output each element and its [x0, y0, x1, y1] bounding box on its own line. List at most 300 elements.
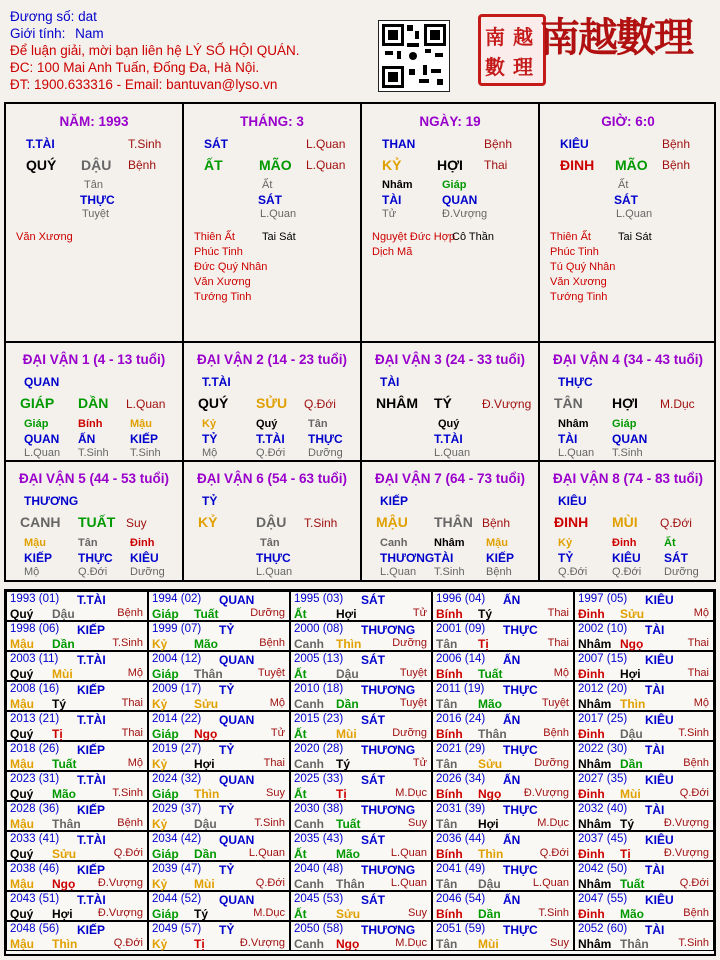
- year-label: 2008 (16): [10, 683, 60, 695]
- year-cell[interactable]: [148, 831, 290, 861]
- year-cell[interactable]: [148, 621, 290, 651]
- dai-van-branch: TUẤT: [78, 514, 116, 530]
- year-cell[interactable]: [574, 711, 714, 741]
- year-state: Q.Đới: [255, 877, 285, 889]
- year-cell[interactable]: [148, 741, 290, 771]
- year-cell[interactable]: [432, 801, 574, 831]
- gender-line: [10, 25, 299, 42]
- year-cell[interactable]: [432, 651, 574, 681]
- hidden-stem: Quý: [438, 418, 460, 430]
- year-cell[interactable]: [432, 681, 574, 711]
- year-cell[interactable]: [290, 681, 432, 711]
- dai-van-cell[interactable]: [184, 462, 360, 579]
- dai-van-title: ĐẠI VẬN 3 (24 - 33 tuổi): [374, 352, 526, 367]
- year-cell[interactable]: [290, 831, 432, 861]
- dai-van-title: ĐẠI VẬN 4 (34 - 43 tuổi): [552, 352, 704, 367]
- year-cell[interactable]: [6, 801, 148, 831]
- year-state: Q.Đới: [679, 877, 709, 889]
- year-cell[interactable]: [574, 621, 714, 651]
- year-label: 2043 (51): [10, 893, 60, 905]
- year-stem: Tân: [436, 757, 458, 771]
- pillar-cell[interactable]: [184, 104, 360, 341]
- year-state: L.Quan: [390, 847, 427, 859]
- year-stem: Tân: [436, 637, 458, 651]
- hidden-state: Tuyệt: [82, 208, 110, 220]
- year-stem: Đinh: [578, 787, 605, 801]
- year-cell[interactable]: [6, 921, 148, 951]
- year-branch: Sửu: [194, 697, 219, 711]
- year-branch: Dậu: [478, 877, 501, 891]
- year-god: ẤN: [503, 893, 521, 907]
- year-stem: Bính: [436, 907, 463, 921]
- year-god: TỶ: [219, 683, 235, 697]
- year-state: Suy: [266, 787, 285, 799]
- year-stem: Quý: [10, 847, 34, 861]
- year-label: 2051 (59): [436, 923, 486, 935]
- dai-van-god: TỶ: [202, 494, 218, 508]
- year-cell[interactable]: [432, 831, 574, 861]
- year-stem: Giáp: [152, 787, 179, 801]
- year-state: Đ.Vượng: [663, 817, 709, 829]
- year-label: 2005 (13): [294, 653, 344, 665]
- year-branch: Thân: [620, 937, 649, 951]
- year-state: Tử: [412, 757, 427, 769]
- year-cell[interactable]: [6, 711, 148, 741]
- pillar-god: T.TÀI: [26, 137, 55, 151]
- shensha-star: Văn Xương: [194, 276, 251, 288]
- year-state: Suy: [408, 907, 427, 919]
- pillar-stem: QUÝ: [26, 157, 57, 173]
- year-branch: Hợi: [52, 907, 73, 921]
- hidden-state: L.Quan: [380, 566, 417, 578]
- year-branch: Tuất: [52, 757, 77, 771]
- year-label: 2010 (18): [294, 683, 344, 695]
- dai-van-branch: THÂN: [434, 514, 473, 530]
- shensha-star: Tai Sát: [262, 231, 296, 243]
- year-god: KIẾP: [77, 923, 106, 937]
- year-stem: Kỷ: [152, 637, 168, 651]
- shensha-star: Văn Xương: [16, 231, 73, 243]
- year-stem: Mậu: [10, 877, 34, 891]
- year-stem: Giáp: [152, 607, 179, 621]
- year-state: Đ.Vượng: [239, 937, 285, 949]
- year-cell[interactable]: [574, 801, 714, 831]
- year-god: KIẾP: [77, 803, 106, 817]
- year-cell[interactable]: [574, 741, 714, 771]
- pillar-god: THAN: [382, 137, 416, 151]
- year-label: 2017 (25): [578, 713, 628, 725]
- dai-van-cell[interactable]: [362, 343, 538, 460]
- year-cell[interactable]: [574, 771, 714, 801]
- year-branch: Dần: [52, 637, 75, 651]
- year-cell[interactable]: [6, 741, 148, 771]
- year-state: Tuyệt: [257, 667, 285, 679]
- year-cell[interactable]: [6, 861, 148, 891]
- dai-van-cell[interactable]: [184, 343, 360, 460]
- pillar-cell[interactable]: [362, 104, 538, 341]
- hidden-stem: Tân: [78, 537, 98, 549]
- year-label: 2034 (42): [152, 833, 202, 845]
- hidden-stem: Canh: [380, 537, 408, 549]
- contact-invite: Để luận giải, mời bạn liên hệ LÝ SỐ HỘI QUÁN.: [10, 43, 300, 58]
- year-label: 1999 (07): [152, 623, 202, 635]
- year-branch: Sửu: [478, 757, 503, 771]
- year-branch: Tý: [620, 817, 635, 831]
- year-state: Bệnh: [543, 727, 569, 739]
- year-state: T.Sinh: [112, 637, 143, 649]
- year-label: 1997 (05): [578, 593, 628, 605]
- year-label: 2049 (57): [152, 923, 202, 935]
- year-cell[interactable]: [148, 771, 290, 801]
- year-state: L.Quan: [390, 877, 427, 889]
- year-cell[interactable]: [148, 651, 290, 681]
- year-cell[interactable]: [574, 591, 714, 621]
- year-branch: Dần: [478, 907, 501, 921]
- year-god: THƯƠNG: [361, 623, 416, 637]
- pillar-stem: ẤT: [204, 157, 223, 173]
- year-state: Thai: [547, 607, 569, 619]
- year-label: 2042 (50): [578, 863, 628, 875]
- shensha-star: Phúc Tinh: [550, 246, 599, 258]
- year-cell[interactable]: [432, 591, 574, 621]
- year-label: 2031 (39): [436, 803, 486, 815]
- shensha-star: Phúc Tinh: [194, 246, 243, 258]
- year-branch: Mùi: [52, 667, 73, 681]
- year-god: T.TÀI: [77, 713, 106, 727]
- shensha-star: Tướng Tinh: [550, 291, 608, 303]
- year-god: TÀI: [645, 803, 665, 817]
- year-state: Q.Đới: [113, 937, 143, 949]
- year-state: Đ.Vượng: [97, 907, 143, 919]
- hidden-state: Q.Đới: [256, 447, 286, 459]
- year-label: 2030 (38): [294, 803, 344, 815]
- year-label: 2027 (35): [578, 773, 628, 785]
- year-state: Bệnh: [683, 757, 709, 769]
- year-god: THƯƠNG: [361, 743, 416, 757]
- year-god: KIÊU: [645, 773, 674, 787]
- pillar-god-state: Bệnh: [662, 137, 691, 151]
- dai-van-cell[interactable]: [540, 462, 716, 579]
- year-cell[interactable]: [574, 651, 714, 681]
- year-stem: Canh: [294, 877, 324, 891]
- hidden-state: Bệnh: [486, 566, 512, 578]
- year-state: M.Dục: [253, 907, 285, 919]
- year-branch: Tý: [478, 607, 493, 621]
- year-label: 2041 (49): [436, 863, 486, 875]
- year-god: T.TÀI: [77, 593, 106, 607]
- year-cell[interactable]: [432, 921, 574, 951]
- year-cell[interactable]: [290, 651, 432, 681]
- year-stem: Canh: [294, 757, 324, 771]
- year-cell[interactable]: [290, 801, 432, 831]
- dai-van-cell[interactable]: [6, 343, 182, 460]
- pillar-state: Bệnh: [128, 158, 157, 172]
- year-branch: Dậu: [336, 667, 359, 681]
- hidden-god: TỶ: [558, 551, 574, 565]
- year-god: SÁT: [361, 593, 385, 607]
- year-label: 2011 (19): [436, 683, 485, 695]
- hidden-stem: Đinh: [130, 537, 155, 549]
- year-cell[interactable]: [6, 891, 148, 921]
- dai-van-cell[interactable]: [362, 462, 538, 579]
- gender-label: Giới tính:: [10, 26, 66, 41]
- year-state: Suy: [550, 937, 569, 949]
- year-god: KIẾP: [77, 683, 106, 697]
- year-cell[interactable]: [6, 651, 148, 681]
- year-god: SÁT: [361, 773, 385, 787]
- year-stem: Bính: [436, 607, 463, 621]
- year-god: THỰC: [503, 863, 538, 877]
- dai-van-title: ĐẠI VẬN 7 (64 - 73 tuổi): [374, 471, 526, 486]
- year-branch: Hợi: [336, 607, 357, 621]
- year-cell[interactable]: [6, 831, 148, 861]
- year-cell[interactable]: [432, 741, 574, 771]
- pillar-branch: DẬU: [81, 157, 112, 173]
- year-god: QUAN: [219, 593, 255, 607]
- year-cell[interactable]: [574, 831, 714, 861]
- year-state: Bệnh: [117, 817, 143, 829]
- hidden-state: L.Quan: [616, 208, 653, 220]
- dai-van-state: Q.Đới: [660, 516, 692, 530]
- year-state: Dưỡng: [392, 727, 427, 739]
- hidden-god: KIẾP: [24, 551, 53, 565]
- hidden-stem: Mậu: [24, 537, 46, 549]
- hidden-stem: Tân: [308, 418, 328, 430]
- year-cell[interactable]: [432, 771, 574, 801]
- pillar-stem: ĐINH: [560, 157, 595, 173]
- year-stem: Đinh: [578, 667, 605, 681]
- hidden-god: THỰC: [256, 551, 291, 565]
- dai-van-cell[interactable]: [6, 462, 182, 579]
- pillar-branch: MÃO: [615, 157, 648, 173]
- year-cell[interactable]: [290, 621, 432, 651]
- year-stem: Bính: [436, 847, 463, 861]
- year-label: 2024 (32): [152, 773, 202, 785]
- year-god: THỰC: [503, 683, 538, 697]
- shensha-star: Tú Quý Nhân: [550, 261, 616, 273]
- year-cell[interactable]: [6, 771, 148, 801]
- dai-van-stem: QUÝ: [198, 395, 229, 411]
- dai-van-stem: MẬU: [376, 514, 408, 530]
- dai-van-stem: GIÁP: [20, 395, 55, 411]
- dai-van-title: ĐẠI VẬN 1 (4 - 13 tuổi): [22, 352, 166, 367]
- year-branch: Mùi: [620, 787, 641, 801]
- year-cell[interactable]: [148, 861, 290, 891]
- year-cell[interactable]: [290, 891, 432, 921]
- year-cell[interactable]: [148, 891, 290, 921]
- year-label: 2003 (11): [10, 653, 59, 665]
- year-cell[interactable]: [574, 861, 714, 891]
- pillar-god: SÁT: [204, 137, 228, 151]
- year-state: Q.Đới: [539, 847, 569, 859]
- hidden-state: L.Quan: [260, 208, 297, 220]
- year-branch: Ngọ: [336, 937, 360, 951]
- year-label: 2047 (55): [578, 893, 628, 905]
- year-state: M.Dục: [395, 787, 427, 799]
- year-cell[interactable]: [290, 861, 432, 891]
- year-cell[interactable]: [290, 771, 432, 801]
- year-god: ẤN: [503, 713, 521, 727]
- year-god: TỶ: [219, 863, 235, 877]
- year-god: T.TÀI: [77, 833, 106, 847]
- hidden-god: ẤN: [78, 432, 96, 446]
- year-stem: Canh: [294, 697, 324, 711]
- year-god: TÀI: [645, 923, 665, 937]
- year-label: 1998 (06): [10, 623, 60, 635]
- year-cell[interactable]: [574, 891, 714, 921]
- year-label: 2028 (36): [10, 803, 60, 815]
- year-state: Dưỡng: [250, 607, 285, 619]
- dai-van-god: KIÊU: [558, 494, 587, 508]
- year-stem: Quý: [10, 787, 34, 801]
- year-god: KIẾP: [77, 863, 106, 877]
- year-god: KIÊU: [645, 713, 674, 727]
- year-god: KIÊU: [645, 653, 674, 667]
- year-stem: Đinh: [578, 727, 605, 741]
- year-cell[interactable]: [290, 591, 432, 621]
- year-cell[interactable]: [6, 621, 148, 651]
- dai-van-god: QUAN: [24, 375, 60, 389]
- year-stem: Mậu: [10, 937, 34, 951]
- hidden-state: Đ.Vượng: [442, 208, 488, 220]
- pillar-title: NGÀY: 19: [419, 114, 481, 129]
- year-state: T.Sinh: [112, 787, 143, 799]
- contact-address: ĐC: 100 Mai Anh Tuấn, Đống Đa, Hà Nội.: [10, 60, 260, 75]
- hidden-stem: Đinh: [612, 537, 637, 549]
- year-label: 2045 (53): [294, 893, 344, 905]
- year-god: ẤN: [503, 833, 521, 847]
- qr-code-icon[interactable]: [378, 20, 450, 92]
- dai-van-title: ĐẠI VẬN 6 (54 - 63 tuổi): [196, 471, 348, 486]
- year-cell[interactable]: [148, 921, 290, 951]
- hidden-stem: Ất: [618, 179, 629, 191]
- year-god: THỰC: [503, 803, 538, 817]
- year-branch: Dần: [620, 757, 643, 771]
- hidden-stem: Bính: [78, 418, 103, 430]
- year-branch: Thìn: [194, 787, 220, 801]
- hidden-state: Mộ: [202, 447, 218, 459]
- year-cell[interactable]: [574, 921, 714, 951]
- year-cell[interactable]: [148, 711, 290, 741]
- brand-title: 南越數理: [540, 14, 692, 61]
- year-stem: Giáp: [152, 727, 179, 741]
- year-branch: Ngọ: [194, 727, 218, 741]
- year-label: 2004 (12): [152, 653, 202, 665]
- year-stem: Bính: [436, 787, 463, 801]
- year-stem: Mậu: [10, 757, 34, 771]
- hidden-god: TÀI: [382, 193, 402, 207]
- year-label: 2036 (44): [436, 833, 486, 845]
- pillar-cell[interactable]: [6, 104, 182, 341]
- year-cell[interactable]: [432, 861, 574, 891]
- year-branch: Mão: [478, 697, 502, 711]
- dai-van-branch: SỬU: [256, 395, 288, 411]
- year-branch: Tị: [52, 727, 63, 741]
- year-label: 2035 (43): [294, 833, 344, 845]
- pillar-title: THÁNG: 3: [240, 114, 304, 129]
- year-label: 2038 (46): [10, 863, 60, 875]
- year-god: TÀI: [645, 623, 665, 637]
- year-cell[interactable]: [290, 711, 432, 741]
- year-cell[interactable]: [148, 681, 290, 711]
- year-god: SÁT: [361, 893, 385, 907]
- year-stem: Nhâm: [578, 637, 612, 651]
- hidden-stem: Tân: [260, 537, 280, 549]
- year-stem: Bính: [436, 667, 463, 681]
- year-cell[interactable]: [6, 591, 148, 621]
- year-state: Mộ: [127, 757, 143, 769]
- hidden-god: THỰC: [308, 432, 343, 446]
- dai-van-cell[interactable]: [540, 343, 716, 460]
- year-stem: Giáp: [152, 847, 179, 861]
- hidden-stem: Giáp: [442, 179, 467, 191]
- year-state: T.Sinh: [538, 907, 569, 919]
- year-god: KIÊU: [645, 893, 674, 907]
- year-stem: Tân: [436, 697, 458, 711]
- year-branch: Sửu: [620, 607, 645, 621]
- pillar-chart: [4, 102, 716, 582]
- year-stem: Ất: [294, 787, 307, 801]
- year-god: SÁT: [361, 713, 385, 727]
- year-cell[interactable]: [6, 681, 148, 711]
- year-cell[interactable]: [432, 891, 574, 921]
- year-stem: Mậu: [10, 637, 34, 651]
- year-stem: Ất: [294, 727, 307, 741]
- year-stem: Tân: [436, 877, 458, 891]
- year-state: M.Dục: [537, 817, 569, 829]
- hidden-stem: Quý: [256, 418, 278, 430]
- year-branch: Hợi: [620, 667, 641, 681]
- year-label: 2006 (14): [436, 653, 486, 665]
- year-cell[interactable]: [290, 921, 432, 951]
- pillar-stem: KỶ: [382, 157, 402, 173]
- year-state: L.Quan: [248, 847, 285, 859]
- year-cell[interactable]: [432, 711, 574, 741]
- year-branch: Mão: [336, 847, 360, 861]
- year-branch: Dậu: [52, 607, 75, 621]
- owner-info: [10, 8, 299, 93]
- shensha-star: Văn Xương: [550, 276, 607, 288]
- year-cell[interactable]: [432, 621, 574, 651]
- year-cell[interactable]: [148, 801, 290, 831]
- year-state: Thai: [687, 637, 709, 649]
- year-label: 2022 (30): [578, 743, 628, 755]
- year-label: 2050 (58): [294, 923, 344, 935]
- year-state: Bệnh: [117, 607, 143, 619]
- year-label: 2044 (52): [152, 893, 202, 905]
- pillar-cell[interactable]: [540, 104, 716, 341]
- year-branch: Dần: [336, 697, 359, 711]
- year-branch: Tý: [194, 907, 209, 921]
- year-god: QUAN: [219, 893, 255, 907]
- hidden-state: L.Quan: [256, 566, 293, 578]
- hidden-stem: Nhâm: [382, 179, 413, 191]
- year-state: Thai: [263, 757, 285, 769]
- dai-van-state: Q.Đới: [304, 397, 336, 411]
- contact-phone-email: ĐT: 1900.633316 - Email: bantuvan@lyso.vn: [10, 77, 278, 92]
- hidden-stem: Ất: [664, 537, 676, 549]
- dai-van-branch: HỢI: [612, 395, 638, 411]
- year-cell[interactable]: [574, 681, 714, 711]
- year-cell[interactable]: [148, 591, 290, 621]
- year-branch: Thân: [336, 877, 365, 891]
- year-label: 1995 (03): [294, 593, 344, 605]
- hidden-stem: Kỷ: [558, 537, 573, 549]
- year-state: L.Quan: [532, 877, 569, 889]
- year-cell[interactable]: [290, 741, 432, 771]
- year-state: Tuyệt: [541, 697, 569, 709]
- hidden-god: T.TÀI: [434, 432, 463, 446]
